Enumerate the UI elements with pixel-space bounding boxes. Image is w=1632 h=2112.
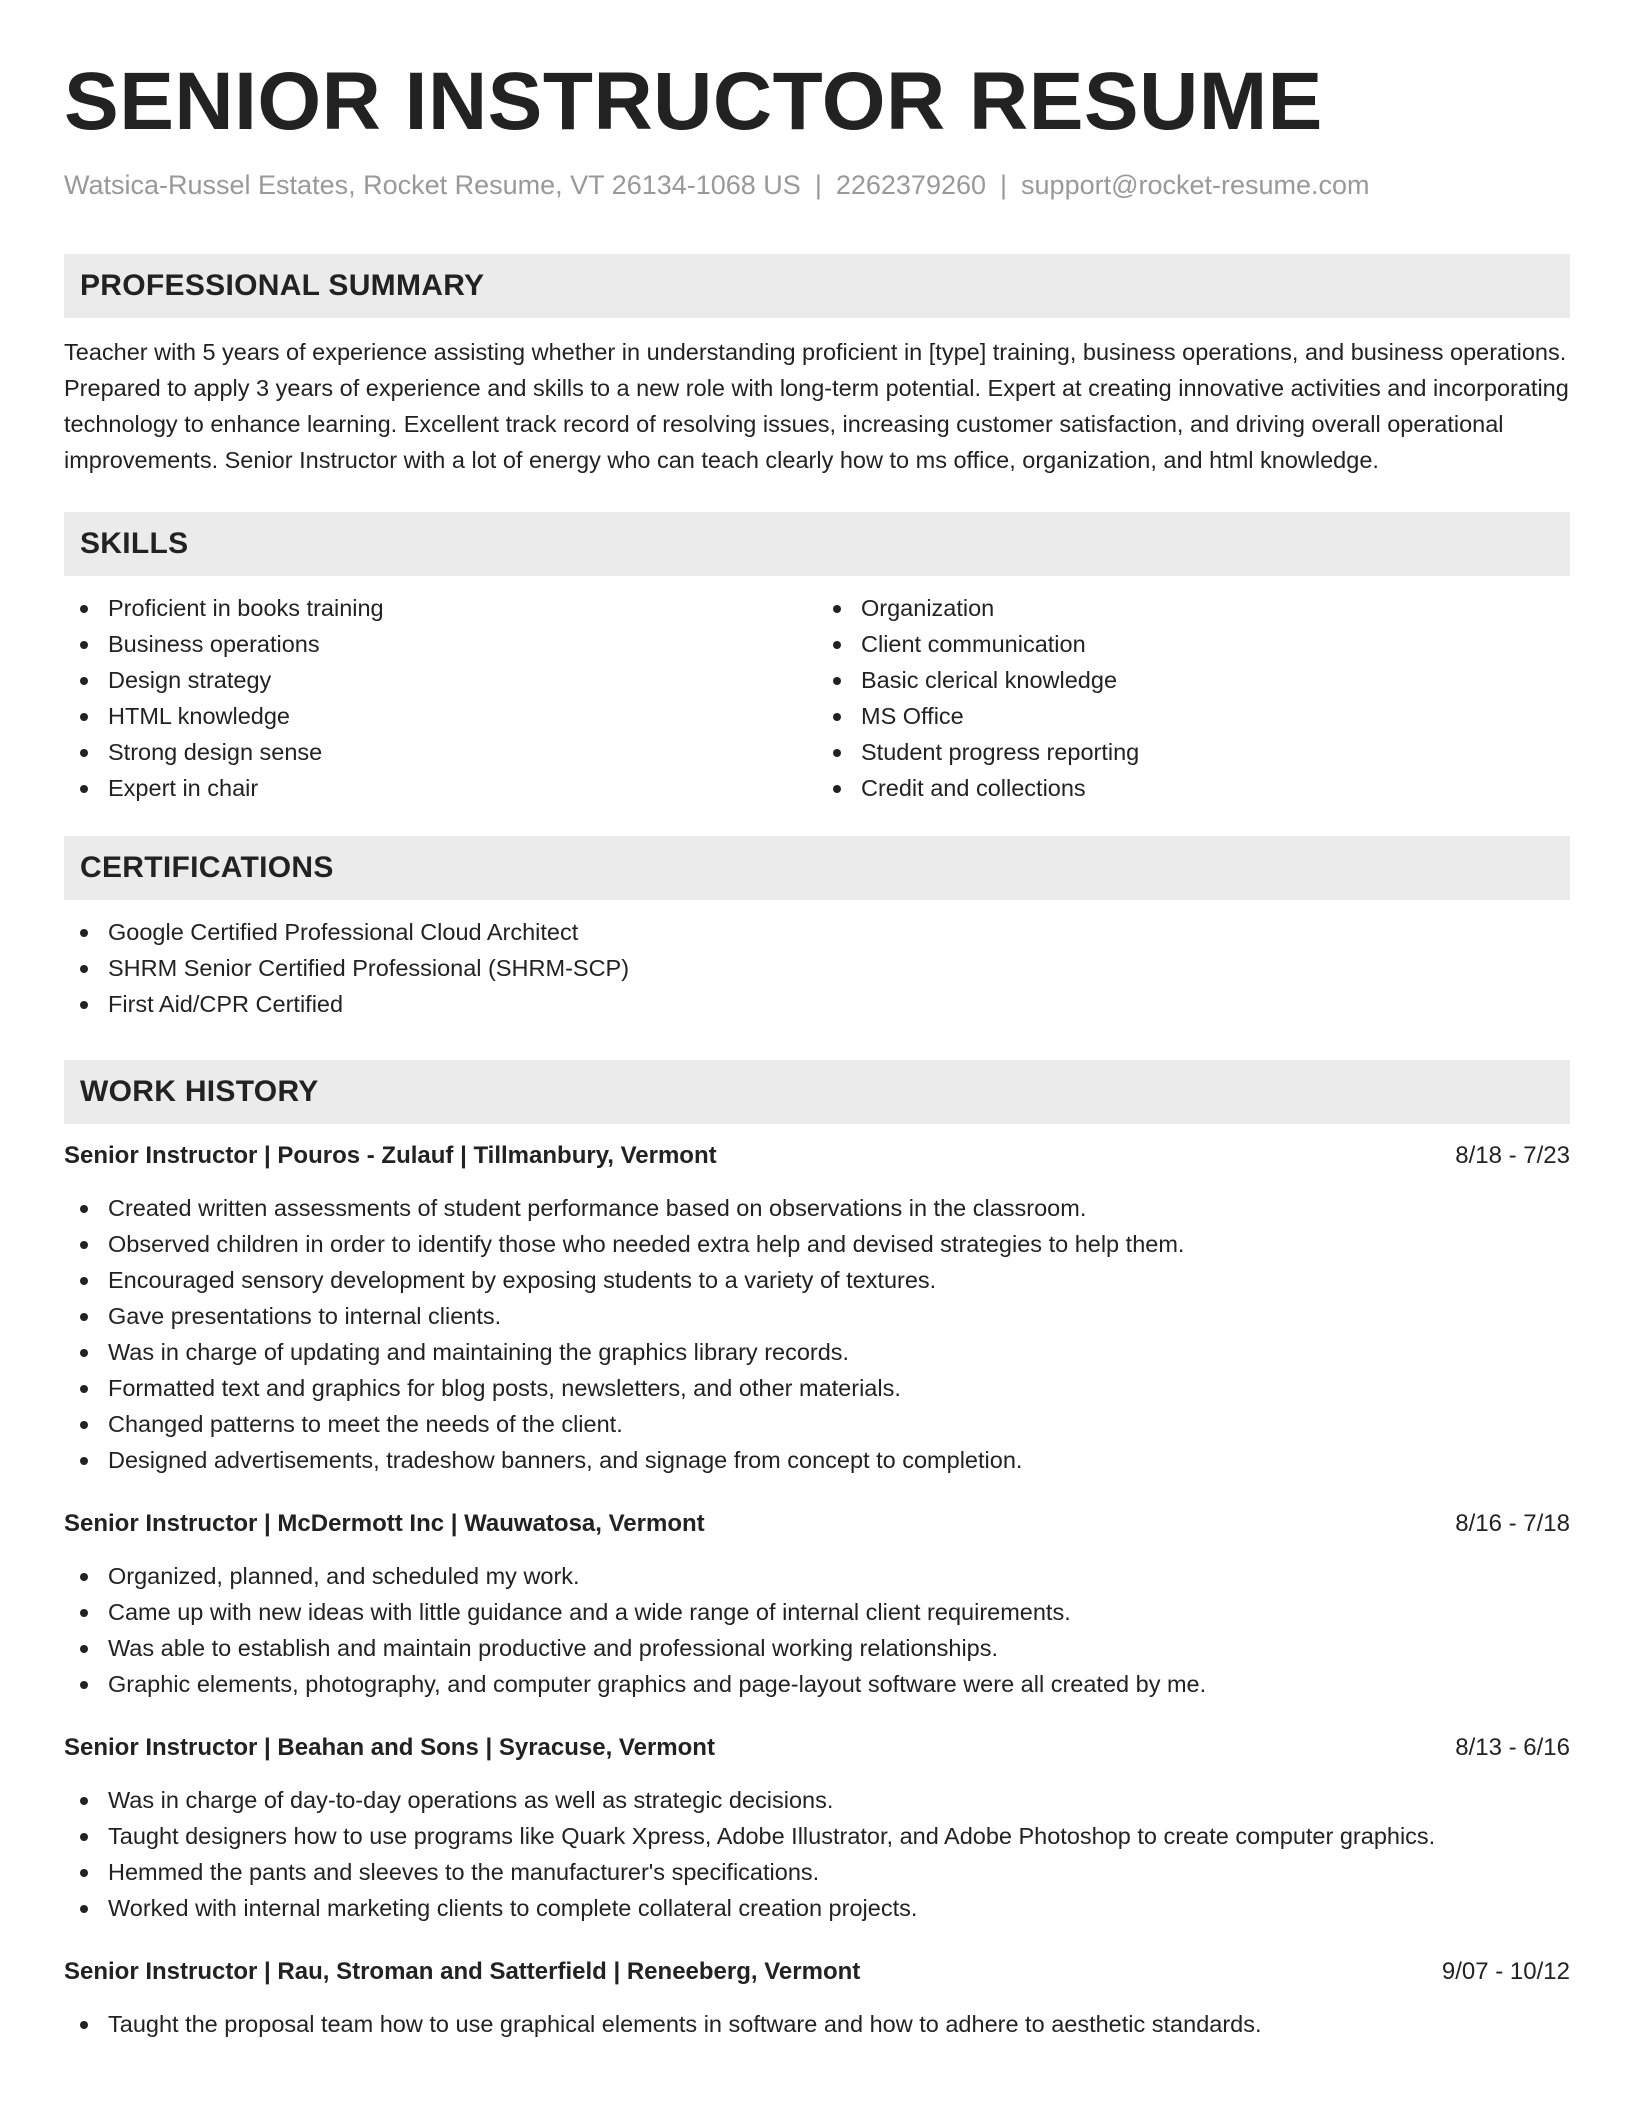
certification-item: First Aid/CPR Certified [64,986,1570,1022]
job-duty: Gave presentations to internal clients. [64,1298,1570,1334]
certifications-heading: CERTIFICATIONS [80,851,334,884]
summary-section-header [64,254,1570,318]
job-entry [64,1138,1570,1478]
skills-heading: SKILLS [80,527,189,560]
job-duty: Was able to establish and maintain productive and professional working relationships. [64,1630,1570,1666]
job-title: Senior Instructor | McDermott Inc | Wauwatosa, Vermont [64,1510,705,1537]
certifications-list [64,914,1570,1022]
skill-item: Credit and collections [817,770,1570,806]
job-header [64,1138,1570,1174]
skill-item: Design strategy [64,662,817,698]
summary-heading: PROFESSIONAL SUMMARY [80,269,485,302]
job-duty: Changed patterns to meet the needs of the client. [64,1406,1570,1442]
job-title: Senior Instructor | Rau, Stroman and Satterfield | Reneeberg, Vermont [64,1958,861,1985]
job-dates: 9/07 - 10/12 [1441,1958,1570,1985]
job-duty: Hemmed the pants and sleeves to the manufacturer's specifications. [64,1854,1570,1890]
skill-item: MS Office [817,698,1570,734]
work-history-section-header [64,1060,1570,1124]
job-duty: Worked with internal marketing clients to complete collateral creation projects. [64,1890,1570,1926]
skills-column-left [64,590,817,806]
skills-column-right [817,590,1570,806]
skill-item: Basic clerical knowledge [817,662,1570,698]
job-header [64,1730,1570,1766]
certification-item: Google Certified Professional Cloud Architect [64,914,1570,950]
job-dates: 8/13 - 6/16 [1455,1734,1570,1761]
skill-item: HTML knowledge [64,698,817,734]
job-duties [64,1782,1570,1926]
job-duty: Created written assessments of student performance based on observations in the classroom. [64,1190,1570,1226]
job-dates: 8/18 - 7/23 [1455,1142,1570,1169]
job-duties [64,2006,1570,2042]
job-duty: Designed advertisements, tradeshow banners, and signage from concept to completion. [64,1442,1570,1478]
skill-item: Student progress reporting [817,734,1570,770]
job-duty: Came up with new ideas with little guidance and a wide range of internal client requirements. [64,1594,1570,1630]
contact-phone: 2262379260 [835,170,987,200]
skill-item: Organization [817,590,1570,626]
job-title: Senior Instructor | Pouros - Zulauf | Tillmanbury, Vermont [64,1142,717,1169]
job-duty: Observed children in order to identify those who needed extra help and devised strategies to help them. [64,1226,1570,1262]
contact-line [64,168,1570,202]
skills-section-header [64,512,1570,576]
job-entry [64,1506,1570,1702]
job-entry [64,1954,1570,2042]
skill-item: Strong design sense [64,734,817,770]
job-duty: Taught designers how to use programs like Quark Xpress, Adobe Illustrator, and Adobe Photoshop to create computer graphics. [64,1818,1570,1854]
job-dates: 8/16 - 7/18 [1455,1510,1570,1537]
skill-item: Client communication [817,626,1570,662]
job-duty: Organized, planned, and scheduled my work. [64,1558,1570,1594]
job-duty: Was in charge of day-to-day operations as well as strategic decisions. [64,1782,1570,1818]
skill-item: Proficient in books training [64,590,817,626]
certification-item: SHRM Senior Certified Professional (SHRM-SCP) [64,950,1570,986]
work-history-heading: WORK HISTORY [80,1075,319,1108]
job-header [64,1506,1570,1542]
summary-text: Teacher with 5 years of experience assisting whether in understanding proficient in [type] training, business operations, and business operations. Prepared to apply 3 years of experience and skills to a new role with long-term potential. Expert at creating innovative activities and incorporating technology to enhance learning. Excellent track record of resolving issues, increasing customer satisfaction, and driving overall operational improvements. Senior Instructor with a lot of energy who can teach clearly how to ms office, organization, and html knowledge. [64,339,1569,473]
job-duty: Graphic elements, photography, and computer graphics and page-layout software were all created by me. [64,1666,1570,1702]
contact-address: Watsica-Russel Estates, Rocket Resume, VT 26134-1068 US [64,170,801,200]
resume-page [64,56,1570,2042]
job-entry [64,1730,1570,1926]
job-header [64,1954,1570,1990]
page-title: SENIOR INSTRUCTOR RESUME [64,56,1323,147]
skill-item: Expert in chair [64,770,817,806]
job-duty: Formatted text and graphics for blog posts, newsletters, and other materials. [64,1370,1570,1406]
contact-email: support@rocket-resume.com [1021,170,1370,200]
job-duties [64,1190,1570,1478]
job-duty: Taught the proposal team how to use graphical elements in software and how to adhere to aesthetic standards. [64,2006,1570,2042]
job-duty: Was in charge of updating and maintaining the graphics library records. [64,1334,1570,1370]
job-duties [64,1558,1570,1702]
job-title: Senior Instructor | Beahan and Sons | Syracuse, Vermont [64,1734,715,1761]
skill-item: Business operations [64,626,817,662]
job-duty: Encouraged sensory development by exposing students to a variety of textures. [64,1262,1570,1298]
contact-separator: | [1000,170,1008,200]
contact-separator: | [814,170,822,200]
certifications-section-header [64,836,1570,900]
skills-list [64,590,1570,806]
